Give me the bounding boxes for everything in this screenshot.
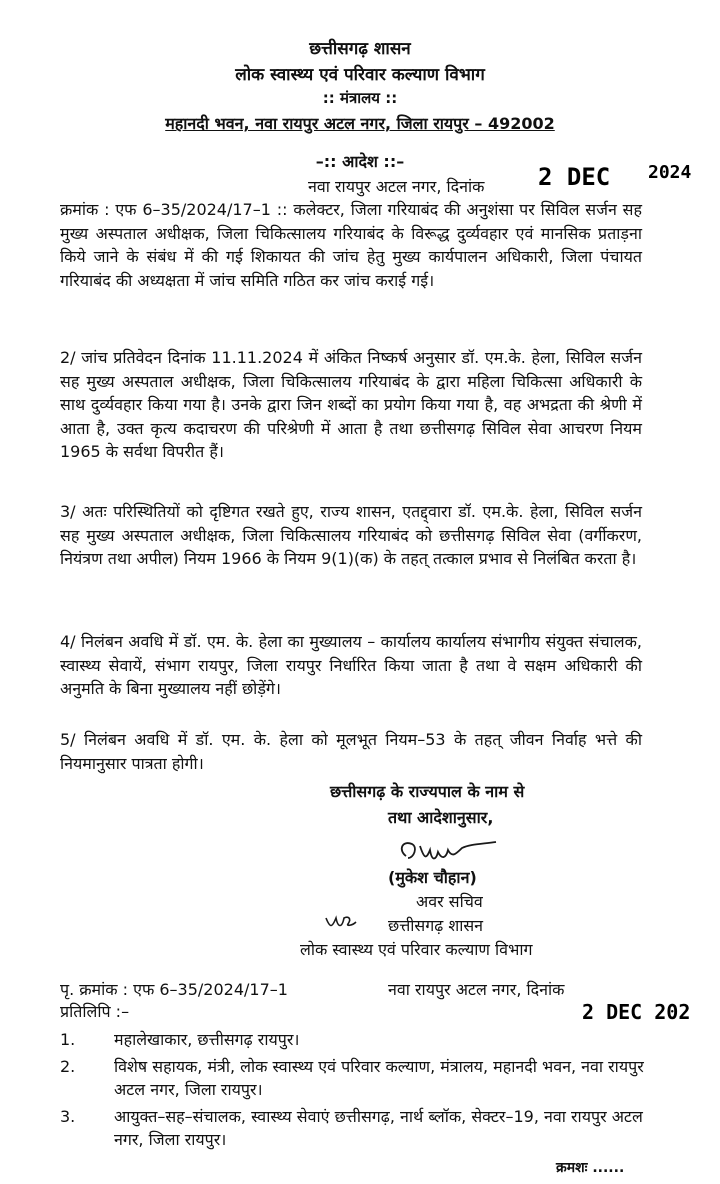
- copy-list: [60, 1028, 650, 1155]
- list-item: [60, 1028, 650, 1051]
- copy-label: प्रतिलिपि :–: [60, 1002, 130, 1021]
- signatory-govt: छत्तीसगढ़ शासन: [388, 916, 484, 935]
- closing-line-2: तथा आदेशानुसार,: [388, 808, 494, 827]
- order-place-date-label: नवा रायपुर अटल नगर, दिनांक: [308, 177, 485, 196]
- signatory-department: लोक स्वास्थ्य एवं परिवार कल्याण विभाग: [300, 940, 533, 959]
- endorsement-place-date-label: नवा रायपुर अटल नगर, दिनांक: [388, 980, 565, 999]
- list-item-number: 1.: [60, 1030, 76, 1049]
- paragraph-5: 5/ निलंबन अवधि में डॉ. एम. के. हेला को मूलभूत नियम–53 के तहत् जीवन निर्वाह भत्ते की नियमानुसार पात्रता होगी।: [60, 730, 642, 773]
- header-ministry: :: मंत्रालय ::: [322, 89, 398, 107]
- endorsement-ref: पृ. क्रमांक : एफ 6–35/2024/17–1: [60, 980, 288, 999]
- order-date-stamp: 2 DEC: [538, 163, 611, 191]
- list-item-text: आयुक्त–सह–संचालक, स्वास्थ्य सेवाएं छत्तीसगढ़, नार्थ ब्लॉक, सेक्टर–19, नवा रायपुर अटल नगर, जिला रायपुर।: [114, 1107, 643, 1149]
- paragraph-1: क्रमांक : एफ 6–35/2024/17–1 :: कलेक्टर, जिला गरियाबंद की अनुशंसा पर सिविल सर्जन सह मुख्य अस्पताल अधीक्षक, जिला चिकित्सालय गरियाबंद के विरूद्ध दुर्व्यवहार एवं मानसिक प्रताड़ना किये जाने के संबंध में की गई शिकायत की जांच हेतु मुख्य कार्यपालन अधिकारी, जिला पंचायत गरियाबंद की अध्यक्षता में जांच समिति गठित कर जांच कराई गई।: [60, 200, 642, 290]
- list-item-number: 2.: [60, 1057, 76, 1076]
- initials-mark: [322, 910, 362, 932]
- endorsement-date-stamp: 2 DEC 202: [582, 1000, 691, 1024]
- order-title: –:: आदेश ::–: [315, 152, 405, 171]
- continued-marker: क्रमशः ......: [556, 1160, 625, 1176]
- signatory-designation: अवर सचिव: [416, 892, 483, 911]
- signatory-name: (मुकेश चौहान): [388, 868, 477, 887]
- header-government: छत्तीसगढ़ शासन: [309, 39, 411, 59]
- list-item: [60, 1055, 650, 1101]
- list-item-text: विशेष सहायक, मंत्री, लोक स्वास्थ्य एवं परिवार कल्याण, मंत्रालय, महानदी भवन, नवा रायपुर अटल नगर, जिला रायपुर।: [114, 1057, 644, 1099]
- list-item-number: 3.: [60, 1107, 76, 1126]
- closing-line-1: छत्तीसगढ़ के राज्यपाल के नाम से: [330, 782, 525, 801]
- header-department: लोक स्वास्थ्य एवं परिवार कल्याण विभाग: [235, 65, 485, 85]
- paragraph-4: 4/ निलंबन अवधि में डॉ. एम. के. हेला का मुख्यालय – कार्यालय कार्यालय संभागीय संयुक्त संचालक, स्वास्थ्य सेवायें, संभाग रायपुर, जिला रायपुर निर्धारित किया जाता है तथा वे सक्षम अधिकारी की अनुमति के बिना मुख्यालय नहीं छोड़ेंगे।: [60, 632, 642, 698]
- order-date-stamp-year: 2024: [648, 162, 692, 183]
- header-address: महानदी भवन, नवा रायपुर अटल नगर, जिला रायपुर – 492002: [165, 114, 555, 133]
- list-item-text: महालेखाकार, छत्तीसगढ़ रायपुर।: [114, 1030, 300, 1049]
- paragraph-3: 3/ अतः परिस्थितियों को दृष्टिगत रखते हुए, राज्य शासन, एतद्द्वारा डॉ. एम.के. हेला, सिविल सर्जन सह मुख्य अस्पताल अधीक्षक, जिला चिकित्सालय गरियाबंद को छत्तीसगढ़ सिविल सेवा (वर्गीकरण, नियंत्रण तथा अपील) नियम 1966 के नियम 9(1)(क) के तहत् तत्काल प्रभाव से निलंबित करता है।: [60, 502, 642, 568]
- paragraph-2: 2/ जांच प्रतिवेदन दिनांक 11.11.2024 में अंकित निष्कर्ष अनुसार डॉ. एम.के. हेला, सिविल सर्जन सह मुख्य अस्पताल अधीक्षक, जिला चिकित्सालय गरियाबंद के द्वारा महिला चिकित्सा अधिकारी के साथ दुर्व्यवहार किया गया है। उनके द्वारा जिन शब्दों का प्रयोग किया गया है, वह अभद्रता की श्रेणी में आता है, उक्त कृत्य कदाचरण की परिश्रेणी में आता है तथा छत्तीसगढ़ सिविल सेवा आचरण नियम 1965 के सर्वथा विपरीत हैं।: [60, 348, 642, 461]
- list-item: [60, 1105, 650, 1151]
